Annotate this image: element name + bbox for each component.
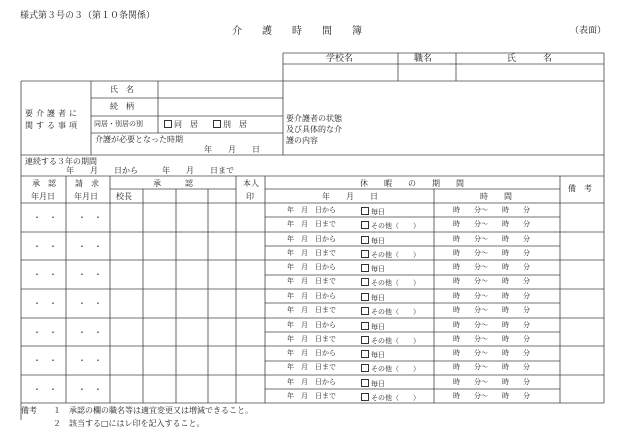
time-range-cell[interactable]: 時 分～ 時 分 bbox=[453, 321, 530, 329]
request-date-cell[interactable]: ・ ・ bbox=[78, 356, 102, 365]
checkbox-icon bbox=[361, 379, 369, 387]
daily-option[interactable]: 毎日 bbox=[361, 264, 385, 273]
daily-option[interactable]: 毎日 bbox=[361, 207, 385, 216]
front-side-label: （表面） bbox=[570, 26, 607, 36]
school-name-label: 学校名 bbox=[326, 54, 354, 64]
request-date-cell[interactable]: ・ ・ bbox=[78, 299, 102, 308]
request-date-cell[interactable]: ・ ・ bbox=[78, 385, 102, 394]
relation-label: 続 柄 bbox=[110, 102, 134, 111]
employee-name-label: 氏 名 bbox=[507, 54, 553, 64]
approval-date-header: 承 認 bbox=[32, 179, 56, 188]
request-date-cell[interactable]: ・ ・ bbox=[78, 270, 102, 279]
period-label: 連続する３年の期間 bbox=[25, 157, 97, 166]
living-option-separate[interactable]: 別 居 bbox=[213, 120, 247, 129]
checkbox-icon bbox=[361, 307, 369, 315]
period-value: 年 月 日から 年 月 日まで bbox=[66, 166, 234, 175]
daily-option[interactable]: 毎日 bbox=[361, 236, 385, 245]
time-range-cell[interactable]: 時 分～ 時 分 bbox=[453, 335, 530, 343]
from-date-cell[interactable]: 年 月 日から bbox=[287, 378, 336, 386]
approval-date-cell[interactable]: ・ ・ bbox=[33, 328, 57, 337]
form-number: 様式第３号の３（第１０条関係） bbox=[20, 11, 156, 21]
other-option[interactable]: その他（ ） bbox=[361, 336, 420, 345]
time-header: 時 間 bbox=[480, 192, 512, 201]
approval-date-cell[interactable]: ・ ・ bbox=[33, 356, 57, 365]
time-range-cell[interactable]: 時 分～ 時 分 bbox=[453, 363, 530, 371]
daily-option[interactable]: 毎日 bbox=[361, 379, 385, 388]
to-date-cell[interactable]: 年 月 日まで bbox=[287, 306, 336, 314]
approval-date-cell[interactable]: ・ ・ bbox=[33, 385, 57, 394]
page-title: 介 護 時 間 簿 bbox=[232, 26, 362, 37]
request-header: 請 求 bbox=[75, 179, 99, 188]
checkbox-icon bbox=[361, 264, 369, 272]
date-header: 年 月 日 bbox=[322, 192, 378, 201]
time-range-cell[interactable]: 時 分～ 時 分 bbox=[453, 392, 530, 400]
to-date-cell[interactable]: 年 月 日まで bbox=[287, 220, 336, 228]
notes-label: 備考 bbox=[21, 406, 37, 415]
request-date-cell[interactable]: ・ ・ bbox=[78, 213, 102, 222]
checkbox-icon bbox=[213, 120, 221, 128]
time-range-cell[interactable]: 時 分～ 時 分 bbox=[453, 306, 530, 314]
to-date-cell[interactable]: 年 月 日まで bbox=[287, 249, 336, 257]
checkbox-icon bbox=[164, 120, 172, 128]
time-range-cell[interactable]: 時 分～ 時 分 bbox=[453, 263, 530, 271]
checkbox-icon bbox=[361, 278, 369, 286]
to-date-cell[interactable]: 年 月 日まで bbox=[287, 335, 336, 343]
time-range-cell[interactable]: 時 分～ 時 分 bbox=[453, 349, 530, 357]
approval-header: 承 認 bbox=[153, 179, 193, 188]
checkbox-icon bbox=[361, 293, 369, 301]
self-header: 本人 bbox=[243, 179, 259, 188]
time-range-cell[interactable]: 時 分～ 時 分 bbox=[453, 206, 530, 214]
note-header: 備 考 bbox=[568, 184, 592, 193]
caree-status-label: 要介護者の状態及び具体的な介護の内容 bbox=[286, 114, 342, 145]
approval-date-cell[interactable]: ・ ・ bbox=[33, 213, 57, 222]
checkbox-icon bbox=[361, 322, 369, 330]
care-start-label: 介護が必要となった時期 bbox=[95, 135, 183, 144]
position-label: 職名 bbox=[414, 54, 433, 64]
time-range-cell[interactable]: 時 分～ 時 分 bbox=[453, 277, 530, 285]
checkbox-icon bbox=[361, 236, 369, 244]
other-option[interactable]: その他（ ） bbox=[361, 393, 420, 402]
from-date-cell[interactable]: 年 月 日から bbox=[287, 263, 336, 271]
time-range-cell[interactable]: 時 分～ 時 分 bbox=[453, 249, 530, 257]
checkbox-icon bbox=[361, 350, 369, 358]
approval-date-cell[interactable]: ・ ・ bbox=[33, 270, 57, 279]
care-start-date: 年 月 日 bbox=[204, 145, 260, 154]
caree-section-label: 要介護者に関する事項 bbox=[25, 109, 80, 130]
daily-option[interactable]: 毎日 bbox=[361, 350, 385, 359]
time-range-cell[interactable]: 時 分～ 時 分 bbox=[453, 378, 530, 386]
from-date-cell[interactable]: 年 月 日から bbox=[287, 321, 336, 329]
approval-date-cell[interactable]: ・ ・ bbox=[33, 299, 57, 308]
other-option[interactable]: その他（ ） bbox=[361, 278, 420, 287]
daily-option[interactable]: 毎日 bbox=[361, 293, 385, 302]
note-item: １ 承認の欄の職名等は適宜変更又は増減できること。 bbox=[53, 406, 253, 415]
other-option[interactable]: その他（ ） bbox=[361, 364, 420, 373]
from-date-cell[interactable]: 年 月 日から bbox=[287, 206, 336, 214]
time-range-cell[interactable]: 時 分～ 時 分 bbox=[453, 220, 530, 228]
to-date-cell[interactable]: 年 月 日まで bbox=[287, 363, 336, 371]
checkbox-icon bbox=[361, 336, 369, 344]
approval-date-cell[interactable]: ・ ・ bbox=[33, 242, 57, 251]
time-range-cell[interactable]: 時 分～ 時 分 bbox=[453, 292, 530, 300]
request-ymd-header: 年月日 bbox=[74, 192, 98, 201]
from-date-cell[interactable]: 年 月 日から bbox=[287, 349, 336, 357]
from-date-cell[interactable]: 年 月 日から bbox=[287, 292, 336, 300]
to-date-cell[interactable]: 年 月 日まで bbox=[287, 277, 336, 285]
other-option[interactable]: その他（ ） bbox=[361, 250, 420, 259]
caree-name-label: 氏 名 bbox=[110, 85, 134, 94]
self-seal-header: 印 bbox=[246, 192, 254, 201]
request-date-cell[interactable]: ・ ・ bbox=[78, 242, 102, 251]
checkbox-icon bbox=[361, 207, 369, 215]
living-label: 同居・別居の別 bbox=[94, 120, 143, 128]
checkbox-icon bbox=[361, 221, 369, 229]
request-date-cell[interactable]: ・ ・ bbox=[78, 328, 102, 337]
to-date-cell[interactable]: 年 月 日まで bbox=[287, 392, 336, 400]
principal-header: 校長 bbox=[116, 192, 132, 201]
checkbox-icon bbox=[361, 364, 369, 372]
approval-ymd-header: 年月日 bbox=[31, 192, 55, 201]
from-date-cell[interactable]: 年 月 日から bbox=[287, 235, 336, 243]
other-option[interactable]: その他（ ） bbox=[361, 307, 420, 316]
time-range-cell[interactable]: 時 分～ 時 分 bbox=[453, 235, 530, 243]
leave-period-header: 休 暇 の 期 間 bbox=[360, 179, 464, 188]
checkbox-icon bbox=[361, 393, 369, 401]
note-item: ２ 該当する□にはレ印を記入すること。 bbox=[53, 419, 205, 428]
living-option-together[interactable]: 同 居 bbox=[164, 120, 198, 129]
other-option[interactable]: その他（ ） bbox=[361, 221, 420, 230]
daily-option[interactable]: 毎日 bbox=[361, 322, 385, 331]
checkbox-icon bbox=[361, 250, 369, 258]
